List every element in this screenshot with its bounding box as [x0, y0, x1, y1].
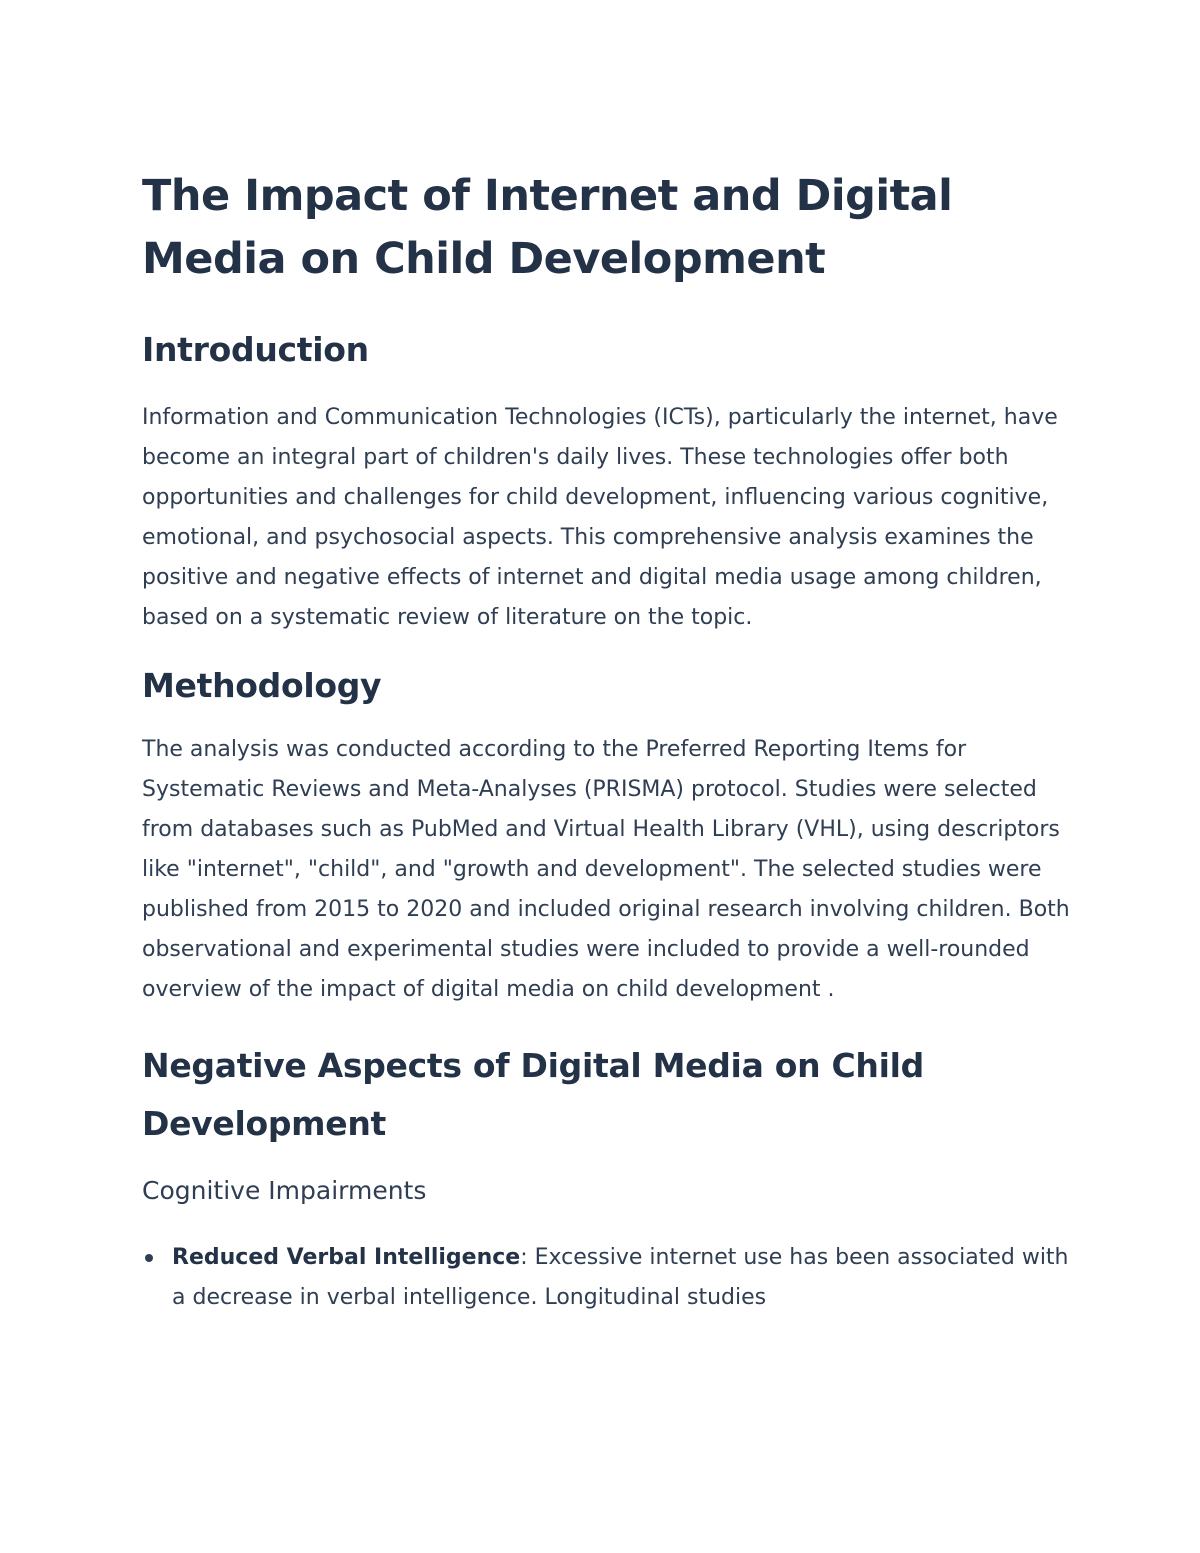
bullet-text: : Excessive internet use has been associated with a decrease in verbal intelligence. Longitudinal studies — [172, 1245, 1069, 1310]
introduction-paragraph: Information and Communication Technologies (ICTs), particularly the internet, have become an integral part of children's daily lives. These technologies offer both opportunities and challenges for child development, influencing various cognitive, emotional, and psychosocial aspects. This comprehensive analysis examines the positive and negative effects of internet and digital media usage among children, based on a systematic review of literature on the topic. — [142, 405, 1058, 630]
bullet-list — [142, 1238, 1072, 1318]
document-title: The Impact of Internet and Digital Media on Child Development — [142, 171, 953, 284]
bullet-icon — [145, 1254, 153, 1262]
methodology-paragraph: The analysis was conducted according to the Preferred Reporting Items for Systematic Reviews and Meta-Analyses (PRISMA) protocol. Studies were selected from databases such as PubMed and Virtual Health Library (VHL), using descriptors like "internet", "child", and "growth and development". The selected studies were published from 2015 to 2020 and included original research involving children. Both observational and experimental studies were included to provide a well-rounded overview of the impact of digital media on child development . — [142, 737, 1070, 1002]
introduction-heading: Introduction — [142, 330, 369, 369]
document-page — [142, 165, 1072, 1318]
list-item — [142, 1238, 1072, 1318]
cognitive-impairments-heading: Cognitive Impairments — [142, 1176, 427, 1205]
methodology-heading: Methodology — [142, 666, 382, 705]
negative-aspects-heading: Negative Aspects of Digital Media on Child Development — [142, 1046, 924, 1143]
bullet-lead: Reduced Verbal Intelligence — [172, 1245, 521, 1270]
